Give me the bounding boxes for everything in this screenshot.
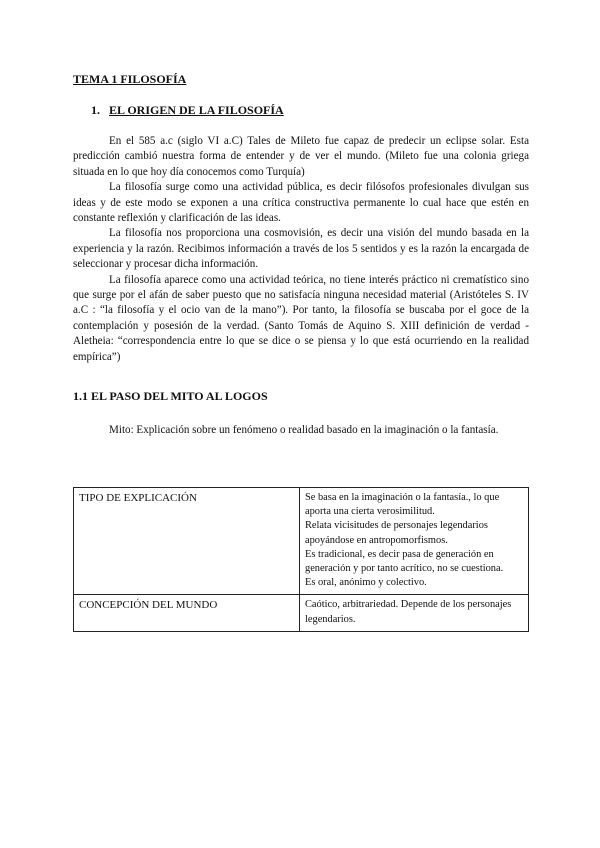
table-row bbox=[74, 488, 529, 595]
table-cell-line: Es oral, anónimo y colectivo. bbox=[305, 577, 427, 589]
table-cell-line: Se basa en la imaginación o la fantasía., lo que aporta una cierta verosimilitud. bbox=[305, 492, 500, 518]
paragraph: La filosofía nos proporciona una cosmovisión, es decir una visión del mundo basada en la experiencia y la razón. Recibimos información a través de los 5 sentidos y es la razón la encargada de seleccionar y procesar dicha información. bbox=[73, 227, 529, 271]
table-row bbox=[74, 595, 529, 631]
table-cell-line: Es tradicional, es decir pasa de generación en generación y por tanto acrítico, no se cuestiona. bbox=[305, 548, 504, 575]
explanation-table bbox=[73, 487, 529, 632]
table-cell-key: CONCEPCIÓN DEL MUNDO bbox=[74, 595, 300, 631]
section-heading-origen bbox=[91, 103, 284, 118]
table-cell-key: TIPO DE EXPLICACIÓN bbox=[74, 488, 300, 595]
mito-definition: Mito: Explicación sobre un fenómeno o realidad basado en la imaginación o la fantasía. bbox=[109, 424, 499, 436]
subsection-heading-mito-logos: 1.1 EL PASO DEL MITO AL LOGOS bbox=[73, 389, 268, 403]
paragraph: En el 585 a.c (siglo VI a.C) Tales de Mileto fue capaz de predecir un eclipse solar. Esta predicción cambió nuestra forma de entender y de ver el mundo. (Mileto fue una colonia griega situada en lo que hoy día conocemos como Turquía) bbox=[73, 135, 529, 178]
page-title: TEMA 1 FILOSOFÍA bbox=[73, 72, 187, 86]
paragraph: La filosofía surge como una actividad pública, es decir filósofos profesionales divulgan sus ideas y de este modo se exponen a una crítica constructiva permanente lo cual hace que estén en constante reflexión y clarificación de las ideas. bbox=[73, 181, 529, 225]
section-number: 1. bbox=[91, 103, 100, 117]
table-cell-line: Relata vicisitudes de personajes legendarios apoyándose en antropomorfismos. bbox=[305, 520, 488, 546]
table-cell-line: Caótico, arbitrariedad. Depende de los personajes legendarios. bbox=[305, 599, 512, 625]
paragraph: La filosofía aparece como una actividad teórica, no tiene interés práctico ni crematístico sino que surge por el afán de saber puesto que no satisfacía ninguna necesidad material (Aristóteles S. IV a.C : “la filosofía y el ocio van de la mano”). Por tanto, la filosofía se buscaba por el goce de la contemplación y posesión de la verdad. (Santo Tomás de Aquino S. XIII definición de verdad - Aletheia: “correspondencia entre lo que se dice o se piensa y lo que está ocurriendo en la realidad empírica”) bbox=[73, 273, 529, 363]
section-body bbox=[73, 134, 529, 365]
section-heading-text: EL ORIGEN DE LA FILOSOFÍA bbox=[109, 103, 284, 117]
table-cell-value bbox=[300, 595, 529, 631]
table-cell-value bbox=[300, 488, 529, 595]
